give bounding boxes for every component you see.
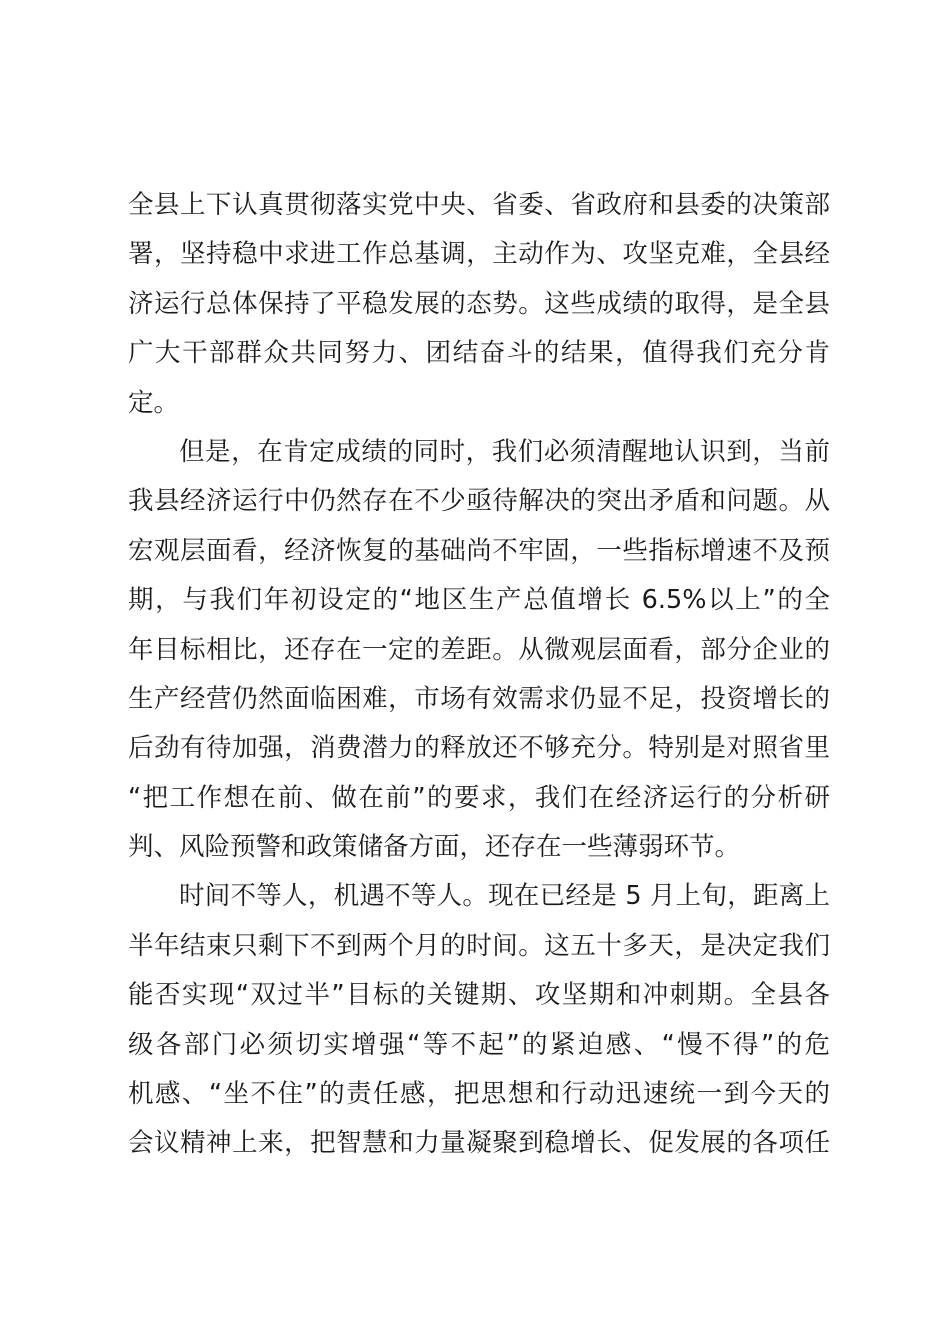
paragraph-1 bbox=[128, 181, 830, 428]
text-line: 年目标相比，还存在一定的差距。从微观层面看，部分企业的 bbox=[128, 634, 830, 665]
text-line: 后劲有待加强，消费潜力的释放还不够充分。特别是对照省里 bbox=[128, 733, 830, 764]
text-line: 半年结束只剩下不到两个月的时间。这五十多天，是决定我们 bbox=[128, 930, 830, 961]
text-line: 署，坚持稳中求进工作总基调，主动作为、攻坚克难，全县经 bbox=[128, 239, 830, 270]
text-line: 宏观层面看，经济恢复的基础尚不牢固，一些指标增速不及预 bbox=[128, 535, 830, 566]
document-body bbox=[128, 181, 830, 1169]
text-line: 但是，在肯定成绩的同时，我们必须清醒地认识到，当前 bbox=[179, 436, 830, 467]
text-line: 期，与我们年初设定的“地区生产总值增长 6.5%以上”的全 bbox=[128, 585, 830, 616]
text-line: 级各部门必须切实增强“等不起”的紧迫感、“慢不得”的危 bbox=[128, 1029, 830, 1060]
text-line: 定。 bbox=[128, 387, 180, 418]
text-line: 广大干部群众共同努力、团结奋斗的结果，值得我们充分肯 bbox=[128, 338, 830, 369]
text-line: 生产经营仍然面临困难，市场有效需求仍显不足，投资增长的 bbox=[128, 683, 830, 714]
text-line: “把工作想在前、做在前”的要求，我们在经济运行的分析研 bbox=[128, 782, 830, 813]
text-line: 机感、“坐不住”的责任感，把思想和行动迅速统一到今天的 bbox=[128, 1079, 830, 1110]
text-line: 全县上下认真贯彻落实党中央、省委、省政府和县委的决策部 bbox=[128, 190, 830, 220]
text-line: 我县经济运行中仍然存在不少亟待解决的突出矛盾和问题。从 bbox=[128, 486, 830, 517]
text-line: 判、风险预警和政策储备方面，还存在一些薄弱环节。 bbox=[128, 832, 741, 863]
paragraph-2 bbox=[128, 428, 830, 873]
text-line: 会议精神上来，把智慧和力量凝聚到稳增长、促发展的各项任 bbox=[128, 1128, 830, 1159]
text-line: 能否实现“双过半”目标的关键期、攻坚期和冲刺期。全县各 bbox=[128, 980, 830, 1011]
text-line: 时间不等人，机遇不等人。现在已经是 5 月上旬，距离上 bbox=[179, 881, 830, 912]
paragraph-3 bbox=[128, 872, 830, 1168]
text-line: 济运行总体保持了平稳发展的态势。这些成绩的取得，是全县 bbox=[128, 288, 830, 319]
